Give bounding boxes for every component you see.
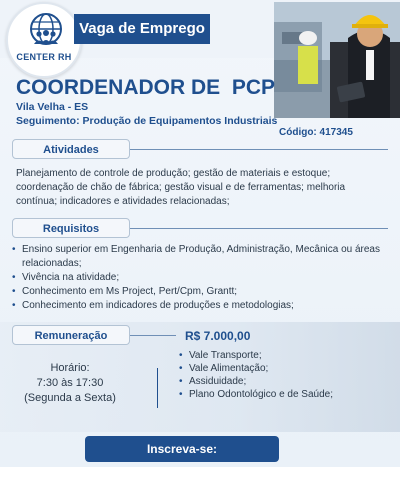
list-item: • Assiduidade; (177, 375, 377, 388)
globe-people-icon (29, 12, 63, 46)
list-item: • Conhecimento em Ms Project, Pert/Cpm, Grantt; (10, 285, 390, 299)
job-location: Vila Velha - ES (16, 101, 89, 113)
apply-link-banner[interactable]: Inscreva-se: www.centerrh.com.br (85, 436, 279, 462)
activities-divider (130, 149, 388, 150)
engineer-illustration (274, 2, 400, 118)
requirements-divider (130, 228, 388, 229)
list-item: • Vivência na atividade; (10, 271, 390, 285)
benefits-list (177, 349, 377, 401)
engineer-photo (274, 2, 400, 118)
job-segment: Seguimento: Produção de Equipamentos Industriais (16, 115, 278, 127)
salary: R$ 7.000,00 (185, 329, 251, 343)
hours-time: 7:30 às 17:30 (36, 377, 104, 389)
hours-days: (Segunda a Sexta) (24, 392, 116, 404)
list-item: • Ensino superior em Engenharia de Produção, Administração, Mecânica ou áreas relacionadas; (10, 243, 390, 271)
logo-text: CENTER RH (16, 52, 72, 62)
hours-label: Horário: (50, 362, 90, 374)
activities-label: Atividades (12, 139, 130, 159)
vertical-divider (157, 368, 158, 408)
compensation-divider (130, 335, 176, 336)
compensation-label: Remuneração (12, 325, 130, 345)
requirements-label: Requisitos (12, 218, 130, 238)
center-rh-logo (6, 2, 82, 78)
list-item: • Conhecimento em indicadores de produções e metodologias; (10, 299, 390, 313)
job-code: Código: 417345 (279, 127, 353, 138)
job-title: COORDENADOR DE PCP (16, 76, 276, 99)
list-item: • Vale Transporte; (177, 349, 377, 362)
requirements-list (10, 243, 390, 313)
list-item: • Vale Alimentação; (177, 362, 377, 375)
activities-text: Planejamento de controle de produção; gestão de materiais e estoque; coordenação de chão de fábrica; gestão visual e de ferramentas; melhoria contínua; indicadores e atividades relacionadas; (16, 168, 346, 207)
list-item: • Plano Odontológico e de Saúde; (177, 388, 377, 401)
job-vacancy-tag: Vaga de Emprego (74, 14, 210, 44)
